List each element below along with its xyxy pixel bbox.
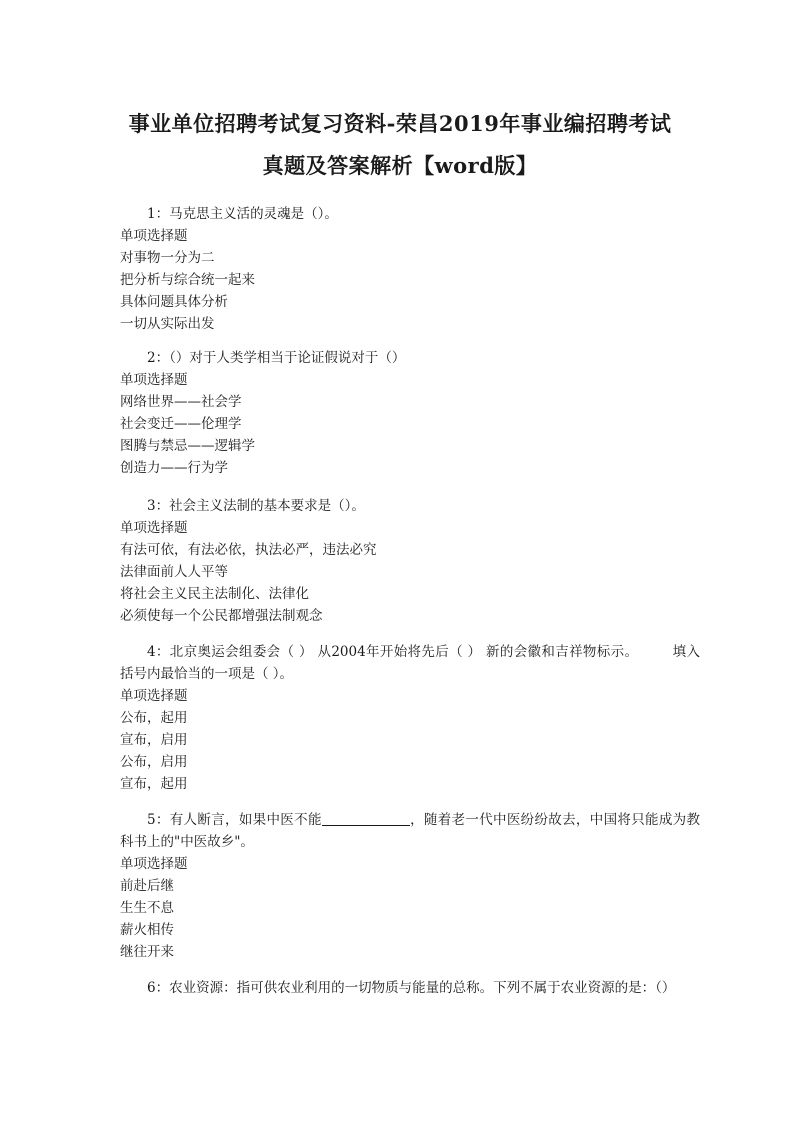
option: 社会变迁——伦理学 xyxy=(120,416,242,432)
option: 薪火相传 xyxy=(120,922,174,938)
option: 对事物一分为二 xyxy=(120,250,215,266)
question-3 xyxy=(120,495,700,627)
question-stem: 2：（）对于人类学相当于论证假说对于（） xyxy=(147,350,406,366)
question-type: 单项选择题 xyxy=(120,372,188,388)
question-1 xyxy=(120,203,700,335)
option: 公布，起用 xyxy=(120,710,188,726)
option: 有法可依，有法必依，执法必严，违法必究 xyxy=(120,542,377,558)
option: 宣布，起用 xyxy=(120,776,188,792)
question-stem-part-2: ，随着老一代中医纷纷故去，中国将只能成为教科书上的"中医故乡"。 xyxy=(120,812,701,850)
question-type: 单项选择题 xyxy=(120,228,188,244)
option: 将社会主义民主法制化、法律化 xyxy=(120,586,309,602)
question-2 xyxy=(120,347,700,479)
question-type: 单项选择题 xyxy=(120,520,188,536)
option: 生生不息 xyxy=(120,900,174,916)
question-stem: 1：马克思主义活的灵魂是（）。 xyxy=(147,206,338,222)
document-title-line-2: 真题及答案解析【word版】 xyxy=(262,153,538,178)
document-title-line-1: 事业单位招聘考试复习资料-荣昌2019年事业编招聘考试 xyxy=(128,111,672,136)
option: 网络世界——社会学 xyxy=(120,394,242,410)
fill-in-blank xyxy=(322,811,410,826)
question-stem: 6：农业资源：指可供农业利用的一切物质与能量的总称。下列不属于农业资源的是：（） xyxy=(147,980,676,996)
option: 法律面前人人平等 xyxy=(120,564,228,580)
option: 前赴后继 xyxy=(120,878,174,894)
option: 具体问题具体分析 xyxy=(120,294,228,310)
option: 公布，启用 xyxy=(120,754,188,770)
option: 创造力——行为学 xyxy=(120,460,228,476)
question-type: 单项选择题 xyxy=(120,688,188,704)
question-stem: 3：社会主义法制的基本要求是（）。 xyxy=(147,498,365,514)
question-type: 单项选择题 xyxy=(120,856,188,872)
option: 把分析与综合统一起来 xyxy=(120,272,255,288)
question-6 xyxy=(120,977,700,999)
question-4 xyxy=(120,641,700,795)
question-stem-part-1: 5：有人断言，如果中医不能 xyxy=(147,812,322,828)
question-stem xyxy=(120,809,700,853)
option: 一切从实际出发 xyxy=(120,316,215,332)
question-5 xyxy=(120,809,700,963)
question-stem-part-2: 填入括号内最恰当的一项是（ ）。 xyxy=(120,644,700,682)
option: 继往开来 xyxy=(120,944,174,960)
option: 必须使每一个公民都增强法制观念 xyxy=(120,608,323,624)
question-stem xyxy=(120,641,700,685)
option: 图腾与禁忌——逻辑学 xyxy=(120,438,255,454)
question-stem-part-1: 4：北京奥运会组委会（ ） 从2004年开始将先后（ ） 新的会徽和吉祥物标示。 xyxy=(147,644,639,660)
option: 宣布，启用 xyxy=(120,732,188,748)
